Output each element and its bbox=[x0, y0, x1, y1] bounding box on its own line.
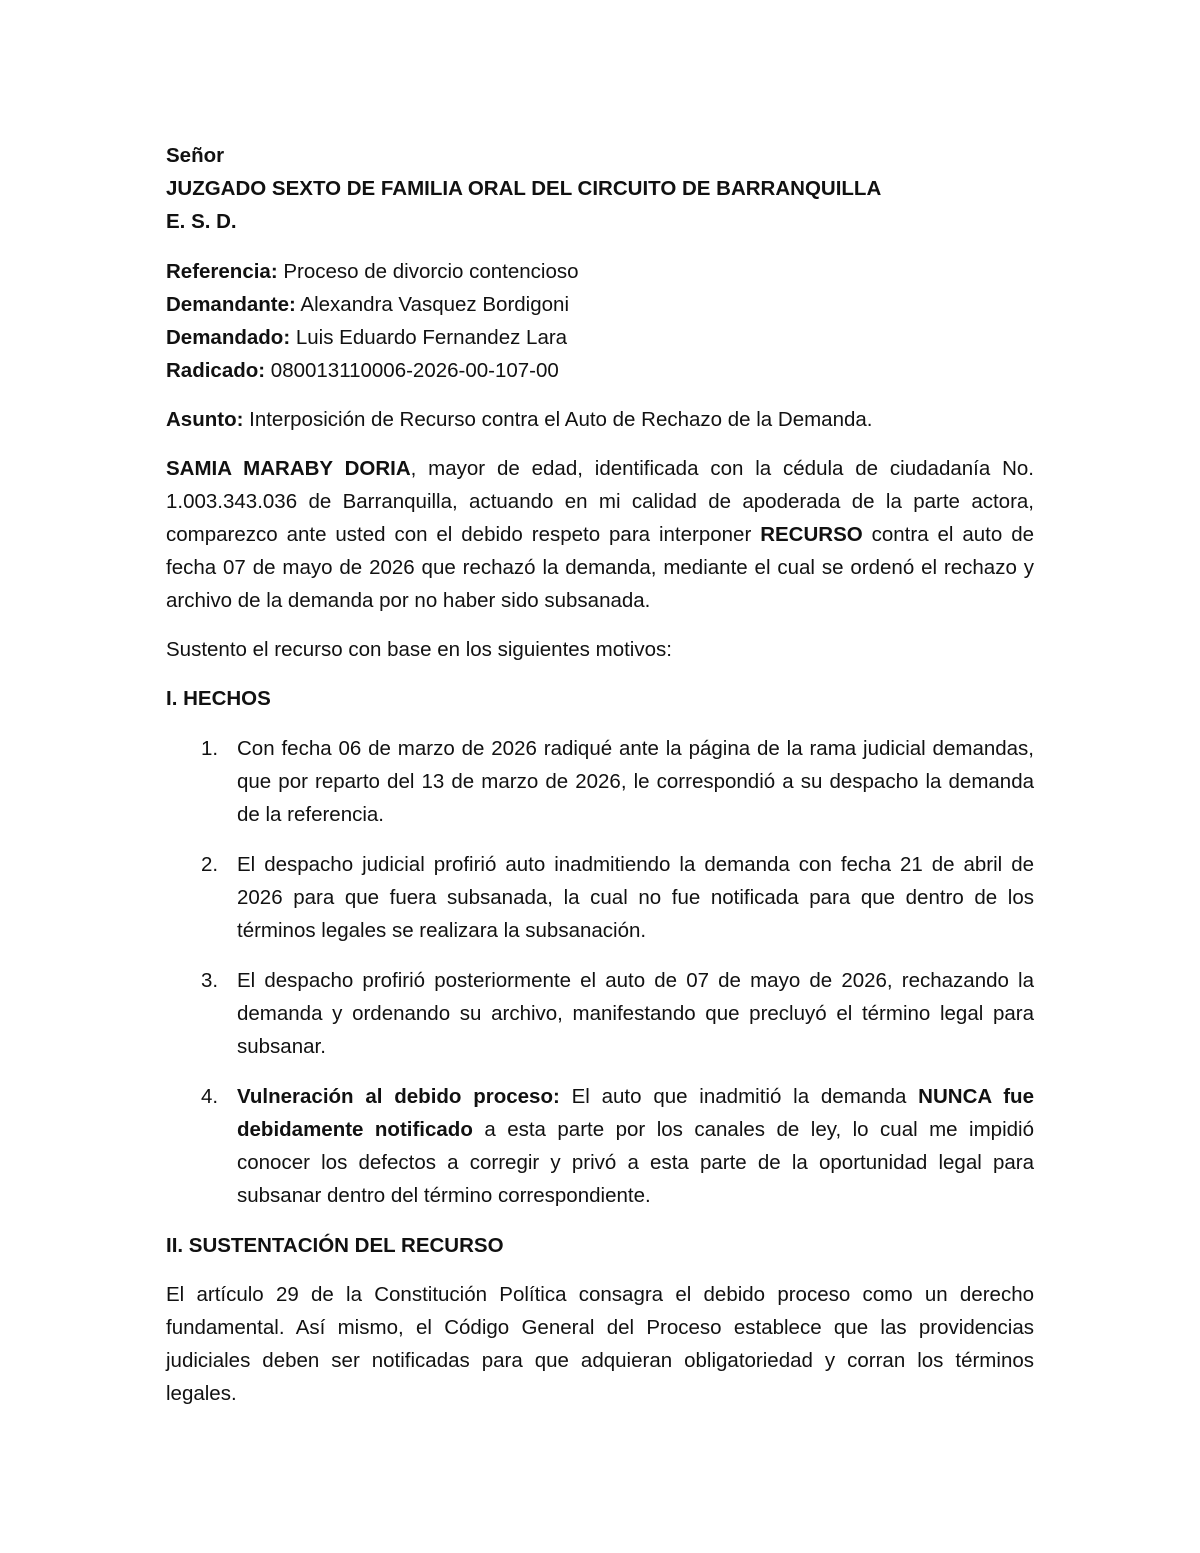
list-item bbox=[166, 964, 1034, 1063]
subject-label: Asunto: bbox=[166, 408, 244, 431]
list-item-bold-emphasis: NUNCA fue debidamente notificado bbox=[237, 1085, 1034, 1141]
list-item-number: 3. bbox=[201, 969, 219, 992]
list-item bbox=[166, 732, 1034, 831]
referencia-line bbox=[166, 255, 1034, 288]
list-item-number: 1. bbox=[201, 737, 219, 760]
section-title-hechos: I. HECHOS bbox=[166, 687, 271, 710]
list-item-bold-lead: Vulneración al debido proceso: bbox=[237, 1085, 560, 1108]
list-item-number: 2. bbox=[201, 853, 219, 876]
reference-block bbox=[166, 255, 1034, 387]
radicado-value: 080013110006-2026-00-107-00 bbox=[265, 359, 559, 382]
demandante-value: Alexandra Vasquez Bordigoni bbox=[295, 293, 569, 316]
list-item bbox=[166, 848, 1034, 947]
list-item bbox=[166, 1080, 1034, 1212]
list-item-text: a esta parte por los canales de ley, lo cual me impidió conocer los defectos a corregir y privó a esta parte de la oportunidad legal para subsanar dentro del término correspondiente. bbox=[237, 1118, 1034, 1207]
intro-paragraph bbox=[166, 452, 1034, 617]
attorney-name: SAMIA MARABY DORIA bbox=[166, 457, 411, 480]
salutation: Señor bbox=[166, 144, 225, 167]
demandado-value: Luis Eduardo Fernandez Lara bbox=[290, 326, 568, 349]
radicado-line bbox=[166, 354, 1034, 387]
referencia-label: Referencia: bbox=[166, 260, 278, 283]
court-name: JUZGADO SEXTO DE FAMILIA ORAL DEL CIRCUITO DE BARRANQUILLA bbox=[166, 177, 882, 200]
addressee-block bbox=[166, 139, 1034, 238]
demandado-label: Demandado: bbox=[166, 326, 291, 349]
list-item-text: Con fecha 06 de marzo de 2026 radiqué ante la página de la rama judicial demandas, que por reparto del 13 de marzo de 2026, le correspondió a su despacho la demanda de la referencia. bbox=[237, 737, 1034, 826]
list-item-text: El auto que inadmitió la demanda bbox=[559, 1085, 919, 1108]
facts-list bbox=[166, 732, 1034, 1212]
list-item-text: El despacho judicial profirió auto inadmitiendo la demanda con fecha 21 de abril de 2026 para que fuera subsanada, la cual no fue notificada para que dentro de los términos legales se realizara la subsanación. bbox=[237, 853, 1034, 942]
sustentacion-paragraph: El artículo 29 de la Constitución Política consagra el debido proceso como un derecho fundamental. Así mismo, el Código General del Proceso establece que las providencias judiciales deben ser notificadas para que adquieran obligatoriedad y corran los términos legales. bbox=[166, 1283, 1034, 1405]
list-item-number: 4. bbox=[201, 1085, 219, 1108]
subject-line bbox=[166, 403, 1034, 436]
motives-line: Sustento el recurso con base en los siguientes motivos: bbox=[166, 638, 672, 661]
esd-line: E. S. D. bbox=[166, 210, 237, 233]
referencia-value: Proceso de divorcio contencioso bbox=[277, 260, 579, 283]
section-title-sustentacion: II. SUSTENTACIÓN DEL RECURSO bbox=[166, 1234, 504, 1257]
list-item-text: El despacho profirió posteriormente el auto de 07 de mayo de 2026, rechazando la demanda y ordenando su archivo, manifestando que precluyó el término legal para subsanar. bbox=[237, 969, 1034, 1058]
intro-text-1: , mayor de edad, identificada con la cédula de ciudadanía No. 1.003.343.036 de Barranquilla, actuando en mi calidad de apoderada de la parte actora, comparezco ante usted con el debido respeto para interponer bbox=[166, 457, 1034, 546]
radicado-label: Radicado: bbox=[166, 359, 266, 382]
demandante-line bbox=[166, 288, 1034, 321]
demandante-label: Demandante: bbox=[166, 293, 296, 316]
demandado-line bbox=[166, 321, 1034, 354]
intro-text-2: contra el auto de fecha 07 de mayo de 2026 que rechazó la demanda, mediante el cual se ordenó el rechazo y archivo de la demanda por no haber sido subsanada. bbox=[166, 523, 1034, 612]
document-body bbox=[166, 139, 1034, 1410]
subject-value: Interposición de Recurso contra el Auto de Rechazo de la Demanda. bbox=[243, 408, 873, 431]
recurso-word: RECURSO bbox=[760, 523, 863, 546]
